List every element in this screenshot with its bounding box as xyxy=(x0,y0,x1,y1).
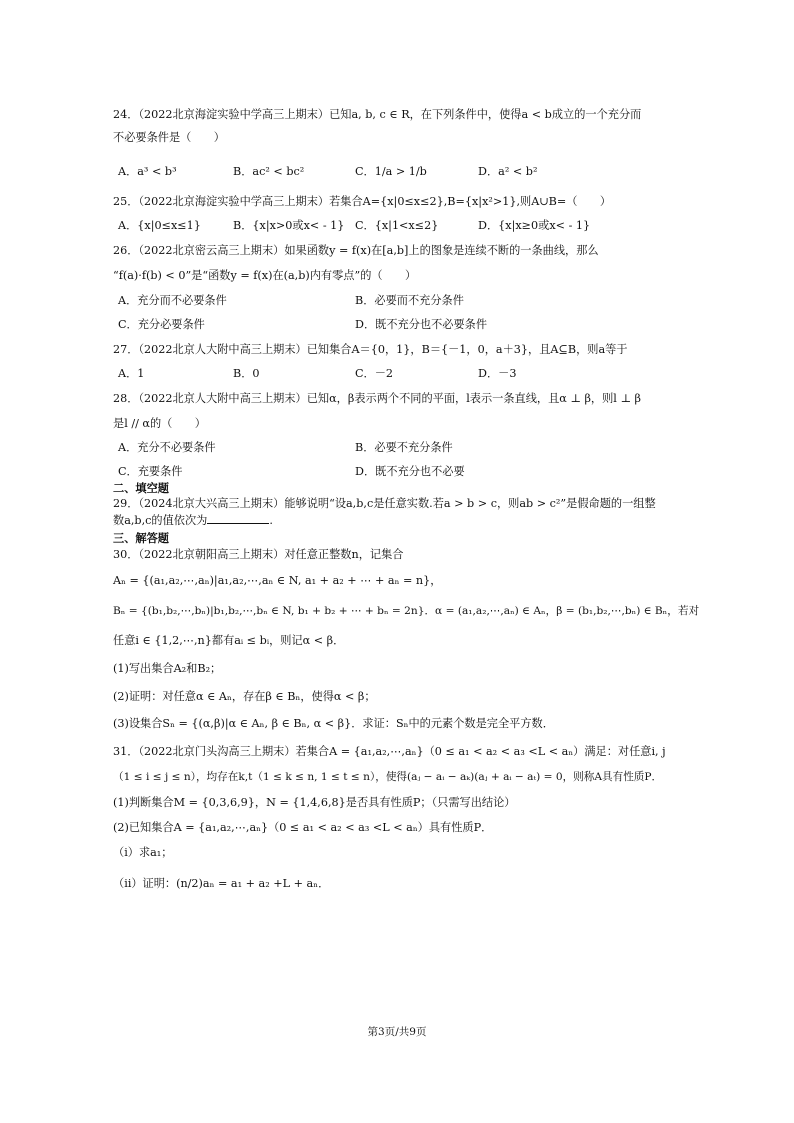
q30-condition: 任意i ∈ {1,2,⋯,n}都有aᵢ ≤ bᵢ，则记α < β． xyxy=(113,634,345,647)
q31-part2-ii: （ⅱ）证明：(n/2)aₙ = a₁ + a₂ +L + aₙ． xyxy=(113,877,330,890)
page-footer: 第3页/共9页 xyxy=(367,1026,427,1038)
q26-option-c: C．充分必要条件 xyxy=(118,318,205,331)
q28-option-b: B．必要不充分条件 xyxy=(355,441,453,454)
q25-option-d: D．{x|x≥0或x< - 1} xyxy=(478,219,591,232)
q24-option-b: B．ac² < bc² xyxy=(233,165,305,178)
q28-stem-line2: 是l // α的（ ） xyxy=(113,417,206,430)
q25-option-b: B．{x|x>0或x< - 1} xyxy=(233,219,345,232)
q29-answer-blank[interactable] xyxy=(207,513,269,524)
q30-part2: (2)证明：对任意α ∈ Aₙ，存在β ∈ Bₙ，使得α < β； xyxy=(113,690,376,703)
q26-stem-line2: “f(a)·f(b) < 0”是“函数y = f(x)在(a,b)内有零点”的（ ） xyxy=(113,269,417,282)
q28-option-d: D．既不充分也不必要 xyxy=(355,465,465,478)
q27-option-c: C．－2 xyxy=(355,367,394,380)
q30-set-a: Aₙ = {(a₁,a₂,⋯,aₙ)|a₁,a₂,⋯,aₙ ∈ N, a₁ + a₂ + ⋯ + aₙ = n}， xyxy=(113,574,442,587)
q27-option-a: A．1 xyxy=(118,367,145,380)
q31-stem-line2: （1 ≤ i ≤ j ≤ n），均存在k,t（1 ≤ k ≤ n, 1 ≤ t ≤ n），使得(aⱼ − aᵢ − aₖ)(aⱼ + aᵢ − aₜ) = 0，则称A具有性质P． xyxy=(113,771,663,783)
q31-stem-line1: 31．（2022北京门头沟高三上期末）若集合A = {a₁,a₂,⋯,aₙ}（0 ≤ a₁ < a₂ < a₃ <L < aₙ）满足：对任意i, j xyxy=(113,745,666,758)
q28-stem-line1: 28．（2022北京人大附中高三上期末）已知α，β表示两个不同的平面，l表示一条直线，且α ⊥ β，则l ⊥ β xyxy=(113,392,641,405)
q29-stem-text: 数a,b,c的值依次为 xyxy=(113,514,208,527)
q27-stem: 27．（2022北京人大附中高三上期末）已知集合A＝{0，1}，B＝{－1，0，a＋3}，且A⊆B，则a等于 xyxy=(113,343,628,356)
q31-part2: (2)已知集合A = {a₁,a₂,⋯,aₙ}（0 ≤ a₁ < a₂ < a₃ <L < aₙ）具有性质P． xyxy=(113,821,493,834)
q24-stem-line2: 不必要条件是（ ） xyxy=(113,131,225,144)
q26-option-a: A．充分而不必要条件 xyxy=(118,294,227,307)
q26-option-d: D．既不充分也不必要条件 xyxy=(355,318,488,331)
q27-option-b: B．0 xyxy=(233,367,260,380)
q24-option-a: A．a³ < b³ xyxy=(118,165,177,178)
q27-option-d: D．－3 xyxy=(478,367,517,380)
section-answer-heading: 三、解答题 xyxy=(113,531,169,545)
q26-stem-line1: 26．（2022北京密云高三上期末）如果函数y = f(x)在[a,b]上的图象是连续不断的一条曲线，那么 xyxy=(113,244,599,257)
section-fill-in-heading: 二、填空题 xyxy=(113,481,169,495)
q30-set-b: Bₙ = {(b₁,b₂,⋯,bₙ)|b₁,b₂,⋯,bₙ ∈ N, b₁ + b₂ + ⋯ + bₙ = 2n}．α = (a₁,a₂,⋯,aₙ) ∈ Aₙ，β = (b₁,b₂,⋯,bₙ) ∈ Bₙ，若对 xyxy=(113,605,700,617)
q24-option-c: C．1/a > 1/b xyxy=(355,165,427,178)
q29-stem-end: . xyxy=(269,514,273,527)
q30-part3: (3)设集合Sₙ = {(α,β)|α ∈ Aₙ, β ∈ Bₙ, α < β}．求证：Sₙ中的元素个数是完全平方数． xyxy=(113,717,554,730)
q30-stem: 30．（2022北京朝阳高三上期末）对任意正整数n，记集合 xyxy=(113,548,404,561)
q31-part2-i: （ⅰ）求a₁； xyxy=(113,846,173,859)
q28-option-c: C．充要条件 xyxy=(118,465,183,478)
q30-part1: (1)写出集合A₂和B₂； xyxy=(113,662,222,675)
q31-part1: (1)判断集合M = {0,3,6,9}，N = {1,4,6,8}是否具有性质P；（只需写出结论） xyxy=(113,796,516,809)
q28-option-a: A．充分不必要条件 xyxy=(118,441,216,454)
q24-option-d: D．a² < b² xyxy=(478,165,538,178)
q25-option-c: C．{x|1<x≤2} xyxy=(355,219,439,232)
q29-stem-line1: 29．（2024北京大兴高三上期末）能够说明“设a,b,c是任意实数.若a > b > c，则ab > c²”是假命题的一组整 xyxy=(113,497,656,510)
q25-stem: 25．（2022北京海淀实验中学高三上期末）若集合A={x|0≤x≤2},B={x|x²>1},则A∪B=（ ） xyxy=(113,195,612,208)
q29-stem-line2 xyxy=(113,513,273,529)
q26-option-b: B．必要而不充分条件 xyxy=(355,294,464,307)
q24-stem-line1: 24．（2022北京海淀实验中学高三上期末）已知a, b, c ∈ R，在下列条件中，使得a < b成立的一个充分而 xyxy=(113,108,642,121)
q25-option-a: A．{x|0≤x≤1} xyxy=(118,219,201,232)
